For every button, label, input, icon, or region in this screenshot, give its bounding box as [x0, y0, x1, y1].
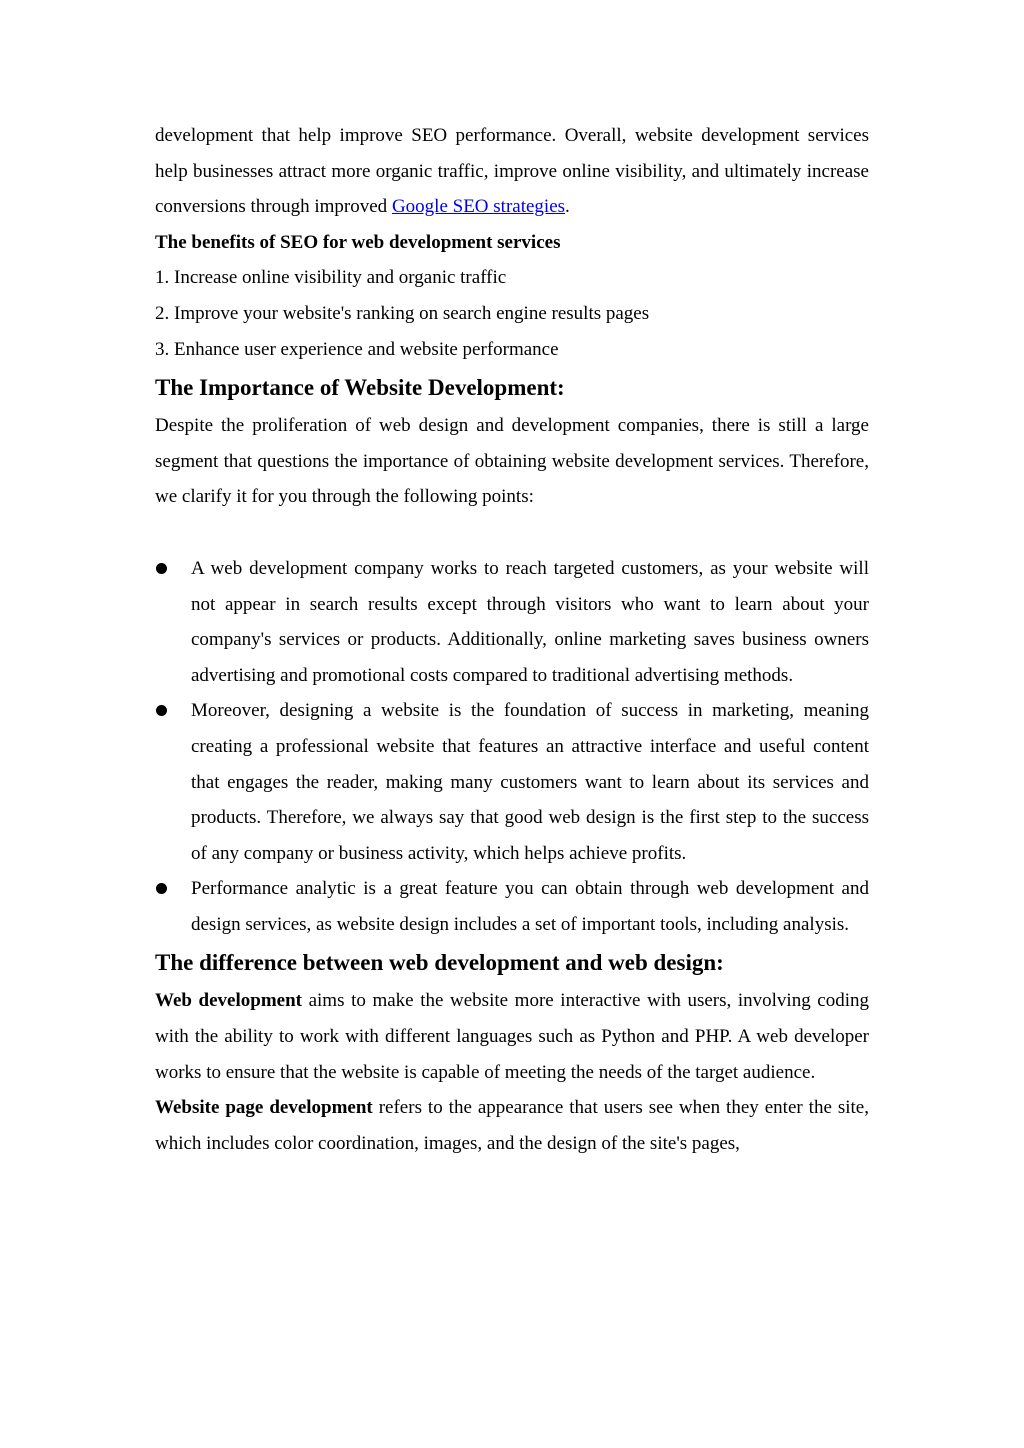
- list-item-text: A web development company works to reach targeted customers, as your website will not appear in search results except through visitors who want to learn about your company's services or products. Additionally, online marketing saves business owners advertising and promotional costs compared to traditional advertising methods.: [191, 557, 869, 686]
- importance-bullet-list: [155, 551, 869, 943]
- importance-paragraph: Despite the proliferation of web design and development companies, there is still a large segment that questions the importance of obtaining website development services. Therefore, we clarify it for you through the following points:: [155, 415, 869, 508]
- list-item: [155, 871, 869, 942]
- blank-line: [155, 515, 869, 551]
- intro-text: development that help improve SEO performance. Overall, website development services help businesses attract more organic traffic, improve online visibility, and ultimately increase conversions through improved: [155, 125, 869, 218]
- benefit-item-1: 1. Increase online visibility and organic traffic: [155, 267, 507, 289]
- intro-paragraph: [155, 118, 869, 225]
- importance-heading: The Importance of Website Development:: [155, 375, 565, 401]
- web-development-term: Web development: [155, 990, 302, 1012]
- page-development-paragraph: [155, 1090, 869, 1161]
- list-item-text: Performance analytic is a great feature you can obtain through web development and design services, as website design includes a set of important tools, including analysis.: [191, 878, 869, 935]
- document-page: [155, 118, 869, 1161]
- web-development-paragraph: [155, 983, 869, 1090]
- intro-text-end: .: [565, 196, 570, 218]
- bullet-icon: [156, 883, 167, 894]
- web-development-text: aims to make the website more interactive with users, involving coding with the ability to work with different languages such as Python and PHP. A web developer works to ensure that the website is capable of meeting the needs of the target audience.: [155, 990, 870, 1083]
- difference-heading: The difference between web development and web design:: [155, 950, 724, 976]
- bullet-icon: [156, 705, 167, 716]
- benefit-item-3: 3. Enhance user experience and website performance: [155, 338, 559, 360]
- google-seo-strategies-link[interactable]: Google SEO strategies: [391, 196, 566, 218]
- list-item: [155, 693, 869, 871]
- list-item: [155, 551, 869, 693]
- benefits-heading: The benefits of SEO for web development services: [155, 231, 561, 253]
- bullet-icon: [156, 563, 167, 574]
- benefit-item-2: 2. Improve your website's ranking on search engine results pages: [155, 302, 650, 324]
- list-item-text: Moreover, designing a website is the foundation of success in marketing, meaning creating a professional website that features an attractive interface and useful content that engages the reader, making many customers want to learn about its services and products. Therefore, we always say that good web design is the first step to the success of any company or business activity, which helps achieve profits.: [191, 700, 869, 864]
- page-development-text: refers to the appearance that users see when they enter the site, which includes color coordination, images, and the design of the site's pages,: [155, 1097, 869, 1154]
- page-development-term: Website page development: [155, 1097, 373, 1119]
